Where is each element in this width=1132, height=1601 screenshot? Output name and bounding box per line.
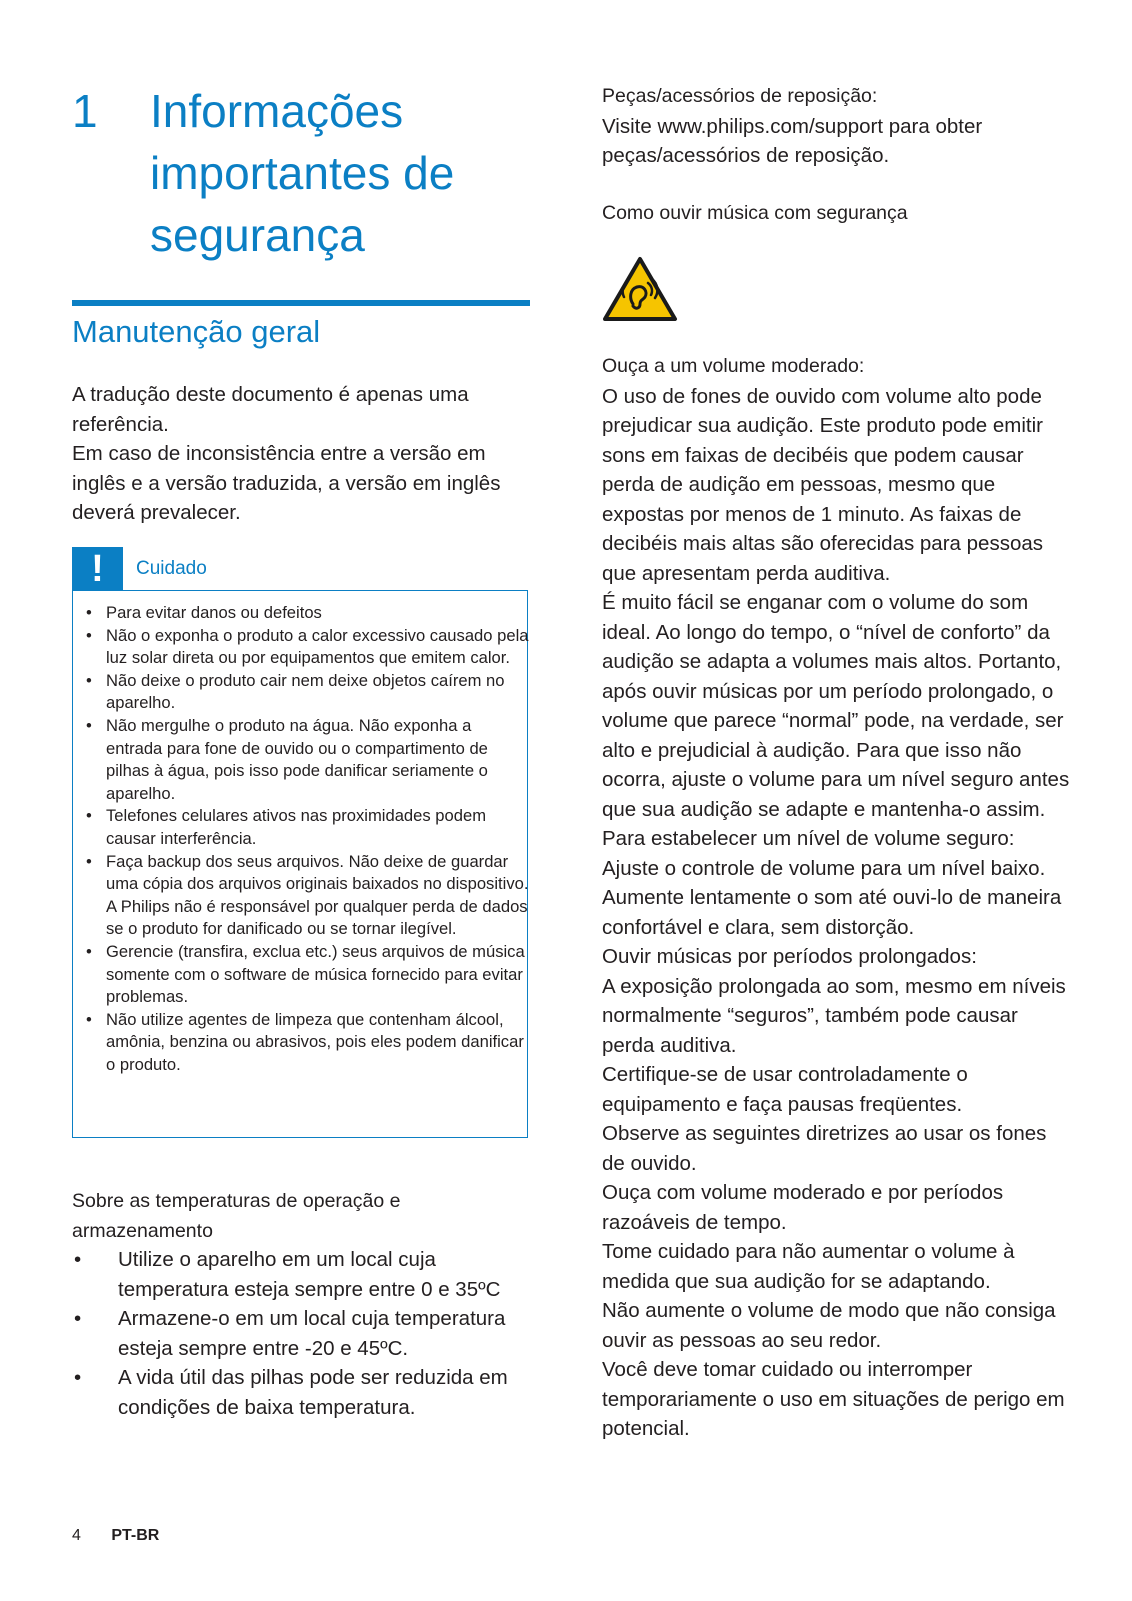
intro-paragraph: A tradução deste documento é apenas uma referência. <box>72 383 469 436</box>
parts-text: Visite www.philips.com/support para obter peças/acessórios de reposição. <box>602 114 983 167</box>
intro-text <box>72 380 532 528</box>
hearing-warning-icon <box>602 256 678 322</box>
caution-item: • Para evitar danos ou defeitos <box>80 602 530 625</box>
safe-listening-paragraph: Não aumente o volume de modo que não consiga ouvir as pessoas ao seu redor. <box>602 1299 1056 1352</box>
safe-listening-paragraph: Certifique-se de usar controladamente o equipamento e faça pausas freqüentes. <box>602 1063 968 1116</box>
safe-listening-paragraph: Ouvir músicas por períodos prolongados: <box>602 945 977 968</box>
caution-label: Cuidado <box>136 558 207 579</box>
caution-item: • Telefones celulares ativos nas proximidades podem causar interferência. <box>80 805 530 850</box>
safe-listening-paragraph: Aumente lentamente o som até ouvi-lo de maneira confortável e clara, sem distorção. <box>602 886 1062 939</box>
caution-exclamation-icon: ! <box>72 547 123 591</box>
safe-listening-paragraph: Ajuste o controle de volume para um nível baixo. <box>602 856 1046 880</box>
safe-listening-paragraph: O uso de fones de ouvido com volume alto pode prejudicar sua audição. Este produto pode emitir sons em faixas de decibéis que podem causar perda de audição em pessoas, mesmo que expostas por menos de 1 minuto. As faixas de decibéis mais altas são oferecidas para pessoas que apresentam perda auditiva. <box>602 384 1044 585</box>
safe-listening-heading: Como ouvir música com segurança <box>602 201 908 224</box>
temperature-list <box>72 1245 532 1422</box>
safe-listening-paragraph: Tome cuidado para não aumentar o volume à medida que sua audição for se adaptando. <box>602 1240 1015 1293</box>
caution-item: • Não utilize agentes de limpeza que contenham álcool, amônia, benzina ou abrasivos, pois eles podem danificar o produto. <box>80 1009 530 1077</box>
chapter-heading <box>72 80 530 266</box>
chapter-title: Informações importantes de segurança <box>150 85 455 261</box>
caution-item: • Faça backup dos seus arquivos. Não deixe de guardar uma cópia dos arquivos originais baixados no dispositivo. A Philips não é responsável por qualquer perda de dados se o produto for danificado ou se tornar ilegível. <box>80 851 530 941</box>
caution-item: • Não o exponha o produto a calor excessivo causado pela luz solar direta ou por equipamentos que emitem calor. <box>80 625 530 670</box>
intro-paragraph: Em caso de inconsistência entre a versão em inglês e a versão traduzida, a versão em inglês deverá prevalecer. <box>72 442 501 524</box>
left-column <box>72 80 530 266</box>
temperature-item: • Armazene-o em um local cuja temperatura esteja sempre entre -20 e 45ºC. <box>72 1304 532 1363</box>
safe-listening-paragraph: Para estabelecer um nível de volume seguro: <box>602 827 1015 850</box>
moderate-volume-heading: Ouça a um volume moderado: <box>602 355 865 377</box>
temperature-item: • A vida útil das pilhas pode ser reduzida em condições de baixa temperatura. <box>72 1363 532 1422</box>
caution-item: • Gerencie (transfira, exclua etc.) seus arquivos de música somente com o software de música fornecido para evitar problemas. <box>80 941 530 1009</box>
section-divider <box>72 300 530 306</box>
page-number: 4 <box>72 1527 81 1544</box>
caution-item: • Não deixe o produto cair nem deixe objetos caírem no aparelho. <box>80 670 530 715</box>
safe-listening-paragraph: Ouça com volume moderado e por períodos razoáveis de tempo. <box>602 1181 1004 1234</box>
safe-listening-paragraph: É muito fácil se enganar com o volume do som ideal. Ao longo do tempo, o “nível de conforto” da audição se adapta a volumes mais altos. Portanto, após ouvir músicas por um período prolongado, o volume que parece “normal” pode, na verdade, ser alto e prejudicial à audição. Para que isso não ocorra, ajuste o volume para um nível seguro antes que sua audição se adapte e mantenha-o assim. <box>602 591 1070 821</box>
chapter-number: 1 <box>72 85 98 137</box>
page-footer <box>72 1525 159 1547</box>
temperature-item: • Utilize o aparelho em um local cuja temperatura esteja sempre entre 0 e 35ºC <box>72 1245 532 1304</box>
safe-listening-paragraph: Você deve tomar cuidado ou interromper temporariamente o uso em situações de perigo em potencial. <box>602 1358 1065 1440</box>
safe-listening-paragraph: Observe as seguintes diretrizes ao usar os fones de ouvido. <box>602 1122 1047 1175</box>
right-column <box>602 82 1072 1444</box>
safe-listening-paragraph: A exposição prolongada ao som, mesmo em níveis normalmente “seguros”, também pode causar perda auditiva. <box>602 974 1066 1057</box>
language-code: PT-BR <box>111 1527 160 1544</box>
parts-heading: Peças/acessórios de reposição: <box>602 85 878 107</box>
caution-list <box>80 602 530 1076</box>
section-title: Manutenção geral <box>72 314 321 349</box>
caution-item: • Não mergulhe o produto na água. Não exponha a entrada para fone de ouvido ou o compartimento de pilhas à água, pois isso pode danificar seriamente o aparelho. <box>80 715 530 805</box>
temperature-heading: Sobre as temperaturas de operação e armazenamento <box>72 1190 401 1242</box>
